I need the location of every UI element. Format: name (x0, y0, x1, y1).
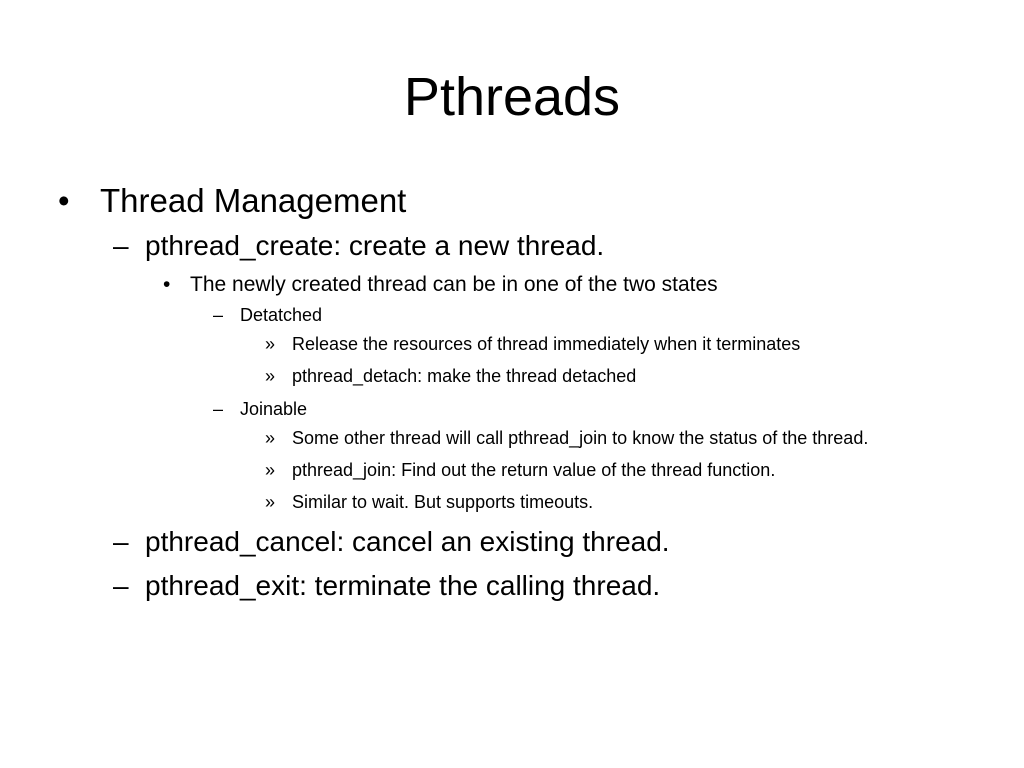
dash-marker: – (113, 230, 129, 261)
bullet-list (0, 178, 1024, 610)
list-item-text: Joinable (240, 399, 308, 419)
raquo-marker: » (265, 460, 276, 480)
raquo-marker: » (265, 428, 276, 448)
raquo-marker: » (265, 334, 276, 354)
dash-marker: – (213, 305, 224, 325)
dash-marker: – (113, 570, 129, 601)
list-item (0, 566, 1000, 606)
list-item-text: Some other thread will call pthread_join to know the status of the thread. (292, 428, 869, 448)
bullet-marker: • (163, 273, 171, 296)
list-item (0, 458, 1000, 482)
list-item (0, 270, 1000, 300)
list-item-text: Similar to wait. But supports timeouts. (292, 492, 594, 512)
list-item (0, 426, 1000, 450)
dash-marker: – (113, 526, 129, 557)
list-item (0, 522, 1000, 562)
dash-marker: – (213, 399, 224, 419)
list-item (0, 226, 1000, 266)
raquo-marker: » (265, 492, 276, 512)
slide-title: Pthreads (403, 67, 621, 127)
list-item (0, 490, 1000, 514)
list-item-text: pthread_exit: terminate the calling thread. (145, 570, 661, 601)
list-item (0, 302, 1000, 328)
bullet-marker: • (58, 182, 70, 219)
list-item (0, 396, 1000, 422)
list-item-text: Detatched (240, 305, 323, 325)
list-item-text: pthread_create: create a new thread. (145, 230, 605, 261)
list-item (0, 332, 1000, 356)
list-item-text: Thread Management (100, 182, 407, 219)
list-item-text: Release the resources of thread immediately when it terminates (292, 334, 801, 354)
list-item-text: pthread_detach: make the thread detached (292, 366, 637, 386)
list-item-text: The newly created thread can be in one of the two states (190, 273, 718, 296)
list-item (0, 364, 1000, 388)
raquo-marker: » (265, 366, 276, 386)
list-item-text: pthread_cancel: cancel an existing thread. (145, 526, 670, 557)
list-item (0, 178, 1000, 224)
list-item-text: pthread_join: Find out the return value of the thread function. (292, 460, 776, 480)
